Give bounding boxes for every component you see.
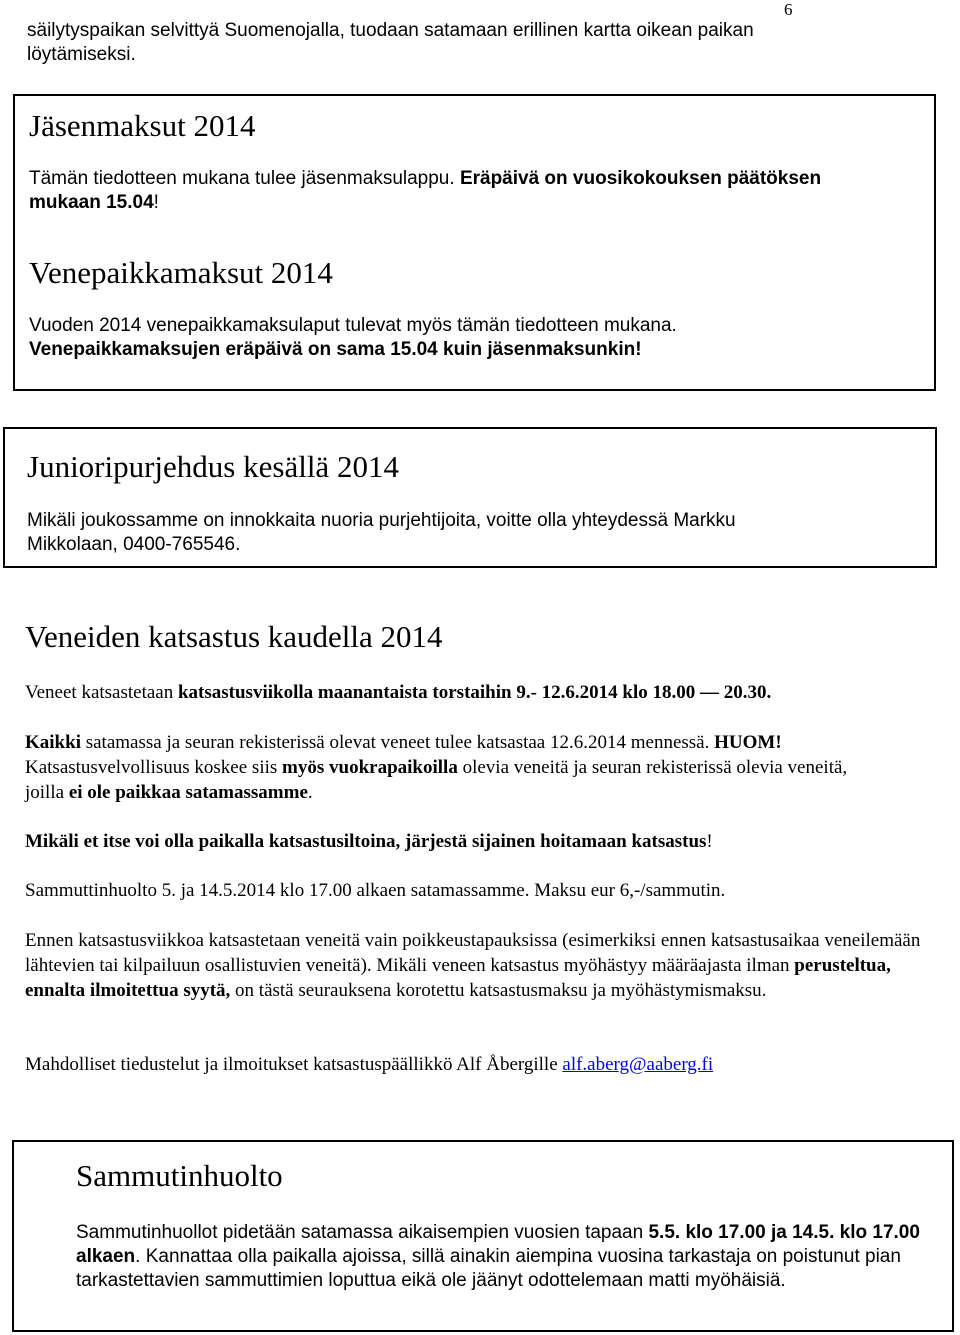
inspection-p5: Ennen katsastusviikkoa katsastetaan veneitä vain poikkeustapauksissa (esimerkiksi ennen katsastusaikaa veneilemään lähtevien tai kilpailuun osallistuvien veneitä). Mikäli veneen katsastus myöhästyy määräajasta ilman perusteltua, ennalta ilmoitettua syytä, on tästä seurauksena korotettu katsastusmaksu ja myöhästymismaksu. <box>25 930 921 1001</box>
membership-title: Jäsenmaksut 2014 <box>29 108 256 143</box>
berth-line-1: Vuoden 2014 venepaikkamaksulaput tulevat myös tämän tiedotteen mukana. <box>29 315 677 336</box>
extinguisher-box <box>12 1140 954 1332</box>
inspection-p6: Mahdolliset tiedustelut ja ilmoitukset katsastuspäällikkö Alf Åbergille alf.aberg@aaberg.fi <box>25 1054 714 1075</box>
junior-title: Junioripurjehdus kesällä 2014 <box>27 449 399 484</box>
berth-text <box>29 314 909 362</box>
junior-box <box>3 427 937 568</box>
membership-text: Tämän tiedotteen mukana tulee jäsenmaksulappu. Eräpäivä on vuosikokouksen päätöksen mukaan 15.04! <box>29 168 822 213</box>
page-number: 6 <box>784 0 793 19</box>
berth-due: Venepaikkamaksujen eräpäivä on sama 15.04 kuin jäsenmaksunkin! <box>29 339 642 360</box>
junior-text: Mikäli joukossamme on innokkaita nuoria purjehtijoita, voitte olla yhteydessä Markku Mikkolaan, 0400-765546. <box>27 510 736 555</box>
extinguisher-text: Sammutinhuollot pidetään satamassa aikaisempien vuosien tapaan 5.5. klo 17.00 ja 14.5. klo 17.00 alkaen. Kannattaa olla paikalla ajoissa, sillä ainakin aiempina vuosina tarkastaja on poistunut pian tarkastettavien sammuttimien loputtua eikä ole jäänyt odottelemaan matti myöhäisiä. <box>76 1222 920 1291</box>
inspection-p2: Kaikki satamassa ja seuran rekisterissä olevat veneet tulee katsastaa 12.6.2014 mennessä. HUOM! Katsastusvelvollisuus koskee siis myös vuokrapaikoilla olevia veneitä ja seuran rekisterissä olevia veneitä, joilla ei ole paikkaa satamassamme. <box>25 732 848 803</box>
berth-title: Venepaikkamaksut 2014 <box>29 255 333 290</box>
inspection-title: Veneiden katsastus kaudella 2014 <box>25 619 443 654</box>
extinguisher-title: Sammutinhuolto <box>76 1158 283 1193</box>
inspection-p1: Veneet katsastetaan katsastusviikolla maanantaista torstaihin 9.- 12.6.2014 klo 18.00 — 20.30. <box>25 682 772 703</box>
inspection-p3: Mikäli et itse voi olla paikalla katsastusiltoina, järjestä sijainen hoitamaan katsastus! <box>25 831 713 852</box>
membership-due: Eräpäivä on vuosikokouksen päätöksen mukaan 15.04 <box>29 168 822 213</box>
intro-line-1: säilytyspaikan selvittyä Suomenojalla, tuodaan satamaan erillinen kartta oikean paikan <box>27 20 754 41</box>
intro-line-2: löytämiseksi. <box>27 44 136 65</box>
inspector-email-link[interactable]: alf.aberg@aaberg.fi <box>562 1054 714 1075</box>
fees-box <box>13 94 936 391</box>
intro-text <box>27 19 927 67</box>
inspection-p4: Sammuttinhuolto 5. ja 14.5.2014 klo 17.00 alkaen satamassamme. Maksu eur 6,-/sammutin. <box>25 880 726 901</box>
